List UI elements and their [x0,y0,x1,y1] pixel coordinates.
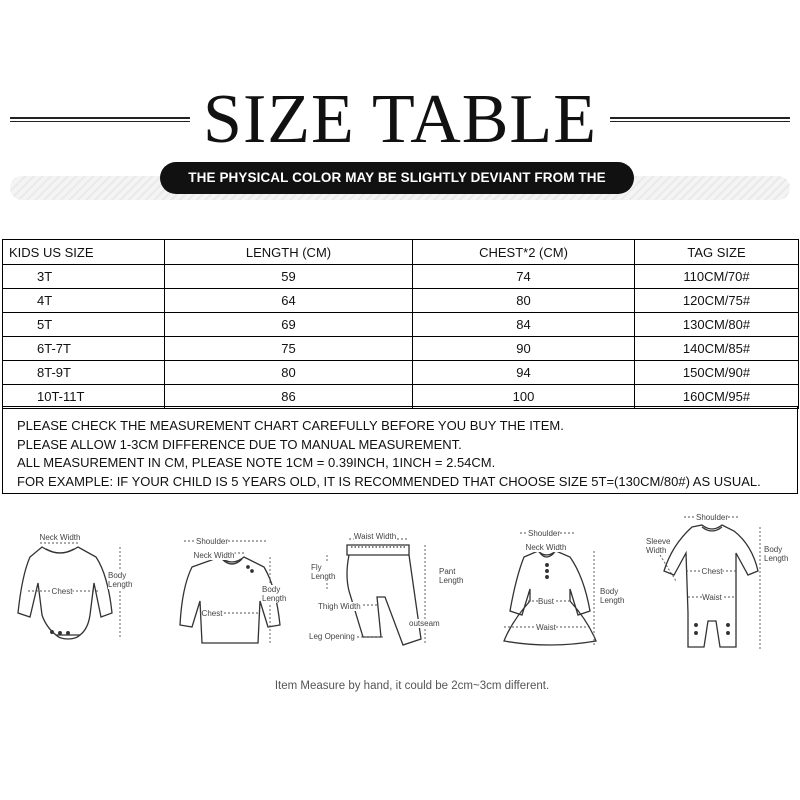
cell-chest: 84 [413,313,635,337]
romper-diagram [640,505,800,665]
title-rule-left [10,117,190,122]
title-row [0,80,800,160]
table-row [3,265,799,289]
label-body-length: Body Length [764,545,789,563]
label-neck-width: Neck Width [525,543,567,552]
tshirt-illustration [160,505,320,665]
pants-illustration [305,505,475,665]
note-line: PLEASE ALLOW 1-3CM DIFFERENCE DUE TO MANUAL MEASUREMENT. [17,436,462,452]
dress-diagram [480,505,640,665]
table-row [3,313,799,337]
cell-chest: 94 [413,361,635,385]
cell-length: 80 [165,361,413,385]
pants-diagram [305,505,475,665]
table-row [3,385,799,409]
note-line: FOR EXAMPLE: IF YOUR CHILD IS 5 YEARS OLD, IT IS RECOMMENDED THAT CHOOSE SIZE 5T=(130CM/80#) AS USUAL. [17,473,761,489]
label-neck-width: Neck Width [193,551,235,560]
size-table [2,239,799,409]
table-header-row [3,240,799,265]
label-chest: Chest [51,587,73,596]
label-body-length: Body Length [600,587,625,605]
header-length: LENGTH (CM) [165,240,413,265]
label-thigh-width: Thigh Width [318,602,361,611]
label-waist: Waist [536,623,556,632]
label-shoulder: Shoulder [695,513,729,522]
label-fly-length: Fly Length [311,563,336,581]
label-waist-width: Waist Width [353,532,397,541]
cell-tag-size: 150CM/90# [635,361,799,385]
cell-tag-size: 160CM/95# [635,385,799,409]
cell-tag-size: 110CM/70# [635,265,799,289]
cell-length: 69 [165,313,413,337]
note-line: ALL MEASUREMENT IN CM, PLEASE NOTE 1CM = 0.39INCH, 1INCH = 2.54CM. [17,455,496,470]
note-line: PLEASE CHECK THE MEASUREMENT CHART CAREFULLY BEFORE YOU BUY THE ITEM. [17,418,564,433]
label-shoulder: Shoulder [195,537,229,546]
cell-size: 5T [3,313,165,337]
header-chest: CHEST*2 (CM) [413,240,635,265]
title-rule-right [610,117,790,122]
cell-size: 3T [3,265,165,289]
label-neck-width: Neck Width [39,533,81,542]
cell-chest: 74 [413,265,635,289]
measure-note: Item Measure by hand, it could be 2cm~3cm different. [274,680,550,692]
label-shoulder: Shoulder [527,529,561,538]
label-body-length: Body Length [262,585,287,603]
cell-chest: 100 [413,385,635,409]
cell-size: 4T [3,289,165,313]
color-notice: THE PHYSICAL COLOR MAY BE SLIGHTLY DEVIANT FROM THE PICTURE [160,162,634,194]
label-body-length: Body Length [108,571,133,589]
cell-length: 75 [165,337,413,361]
romper-illustration [640,505,800,665]
label-pant-length: Pant Length [439,567,464,585]
cell-chest: 80 [413,289,635,313]
table-row [3,361,799,385]
cell-length: 59 [165,265,413,289]
label-chest: Chest [701,567,723,576]
table-row [3,289,799,313]
header-kids-us-size: KIDS US SIZE [3,240,165,265]
label-chest: Chest [201,609,223,618]
cell-length: 86 [165,385,413,409]
cell-size: 10T-11T [3,385,165,409]
page-title: SIZE TABLE [203,81,597,158]
cell-tag-size: 120CM/75# [635,289,799,313]
cell-tag-size: 130CM/80# [635,313,799,337]
label-outseam: outseam [409,619,440,628]
cell-size: 6T-7T [3,337,165,361]
label-bust: Bust [537,597,555,606]
label-leg-opening: Leg Opening [309,632,355,641]
cell-length: 64 [165,289,413,313]
cell-chest: 90 [413,337,635,361]
cell-tag-size: 140CM/85# [635,337,799,361]
header-tag-size: TAG SIZE [635,240,799,265]
tshirt-diagram [160,505,320,665]
label-waist: Waist [702,593,722,602]
notes-box [2,406,798,494]
label-sleeve-width: Sleeve Width [646,537,671,555]
bodysuit-diagram [0,505,150,665]
table-row [3,337,799,361]
cell-size: 8T-9T [3,361,165,385]
